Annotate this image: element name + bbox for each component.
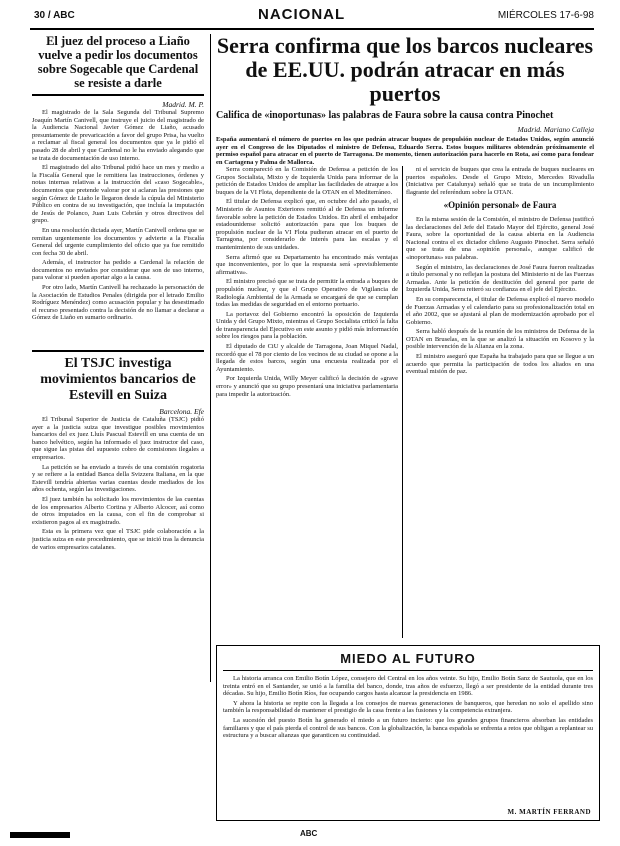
paragraph: Esta es la primera vez que el TSJC pide colaboración a la justicia suiza en este procedimiento, que se inició tras la denuncia de varios empresarios catalanes. <box>32 528 204 551</box>
main-deck: Califica de «inoportunas» las palabras de Faura sobre la causa contra Pinochet <box>216 110 554 121</box>
left-story-1 <box>32 34 204 344</box>
main-byline: Madrid. Mariano Calleja <box>517 125 594 134</box>
miedo-box <box>216 645 600 821</box>
story-byline: Barcelona. Efe <box>159 407 204 416</box>
box-body <box>223 675 593 803</box>
paragraph: Por Izquierda Unida, Willy Meyer calificó la decisión de «grave error» y anunció que su grupo presentará una iniciativa parlamentaria para impedir la autorización. <box>216 375 398 398</box>
story-body <box>32 109 204 349</box>
header-rule <box>30 28 594 30</box>
story-headline: El juez del proceso a Liaño vuelve a pedir los documentos sobre Sogecable que Cardenal se resiste a darle <box>37 34 199 90</box>
main-lead: España aumentará el número de puertos en los que podrán atracar buques de propulsión nuclear de Estados Unidos, según anunció ayer en el Congreso de los Diputados el ministro de Defensa, Eduardo Serra. Estos buques militares obtendrán próximamente el permiso español para atracar en el puerto de Tarragona. De momento, tienen autorización para hacerlo en Rota, así como para fondear en Cartagena y Palma de Mallorca. <box>216 136 594 166</box>
box-title: MIEDO AL FUTURO <box>340 651 476 666</box>
paragraph: En la misma sesión de la Comisión, el ministro de Defensa justificó las declaraciones del Jefe del Estado Mayor del Ejército, general José Faura, sobre la oportunidad de la causa abierta en la Audiencia Nacional contra el ex dictador chileno Augusto Pinochet. Serra señaló que se trata de una «opinión personal», aunque calificó de «inoportunas» sus palabras. <box>406 215 594 261</box>
paragraph: Serra habló después de la reunión de los ministros de Defensa de la OTAN en Bruselas, en la que se analizó la situación en Kosovo y la posible intervención de la Alianza en la zona. <box>406 328 594 351</box>
paragraph: El juez también ha solicitado los movimientos de las cuentas de los empresarios Alberto Cortina y Alberto Alcocer, así como de otros imputados en la causa, con el fin de comprobar si existieron pagos al ex magistrado. <box>32 495 204 526</box>
paragraph: La petición se ha enviado a través de una comisión rogatoria y se refiere a la entidad Banca della Svizzera Italiana, en la que Estevill tendría abiertas varias cuentas desde mediados de los años ochenta, según las investigaciones. <box>32 463 204 494</box>
paragraph: Según el ministro, las declaraciones de José Faura fueron realizadas a título personal y no reflejan la postura del Ministerio ni de las Fuerzas Armadas. Ante la petición de destitución del general por parte de Izquierda Unida, Serra reiteró su confianza en el jefe del Ejército. <box>406 263 594 294</box>
story-body <box>32 416 204 681</box>
paragraph: El Tribunal Superior de Justicia de Cataluña (TSJC) pidió ayer a la justicia suiza que investigue posibles movimientos bancarios del ex juez Lluís Pascual Estevill en una cuenta de un banco helvético, según ha informado el juez instructor del caso, que sigue las pistas del supuesto cobro de comisiones ilegales a empresarios. <box>32 416 204 461</box>
main-col-2 <box>406 166 594 638</box>
box-signature: M. MARTÍN FERRAND <box>507 808 591 816</box>
paragraph: Serra afirmó que su Departamento ha encontrado más ventajas que inconvenientes, por lo que la respuesta será «previsiblemente afirmativa». <box>216 253 398 276</box>
footer-logo: ABC <box>300 829 318 838</box>
main-story <box>216 34 594 182</box>
paragraph: El ministro aseguró que España ha trabajado para que se llegue a un acuerdo que permita la participación de todos los aliados en una eventual misión de paz. <box>406 353 594 376</box>
paragraph: En su comparecencia, el titular de Defensa explicó el nuevo modelo de Fuerzas Armadas y el calendario para su profesionalización total en el año 2002, que se ajustará al plan de modernización aprobado por el Gobierno. <box>406 295 594 326</box>
paragraph: Además, el instructor ha pedido a Cardenal la relación de documentos no enviados por considerar que son de uso interno, para valorar si pueden aportar algo a la causa. <box>32 259 204 282</box>
paragraph: El ministro precisó que se trata de permitir la entrada a buques de propulsión nuclear, y que el Grupo Operativo de Vigilancia de Radiología Ambiental de la Armada se encargará de que se cumplan todas las medidas de seguridad en el entorno portuario. <box>216 278 398 309</box>
paragraph: En una resolución dictada ayer, Martín Canivell ordena que se remitan urgentemente los documentos y advierte a la Fiscalía General del urgente cumplimiento del oficio que ya fue remitido con fecha 30 de abril. <box>32 226 204 257</box>
story-headline: El TSJC investiga movimientos bancarios de Estevill en Suiza <box>40 356 196 403</box>
issue-date: MIÉRCOLES 17-6-98 <box>497 10 594 21</box>
main-headline: Serra confirma que los barcos nucleares de EE.UU. podrán atracar en más puertos <box>216 33 594 106</box>
column-divider <box>210 34 211 682</box>
left-story-2 <box>32 350 204 680</box>
footer-bar <box>10 832 70 838</box>
page-number: 30 / ABC <box>34 10 75 21</box>
section-title: NACIONAL <box>258 6 346 23</box>
subheading: «Opinión personal» de Faura <box>443 200 557 211</box>
paragraph: Por otro lado, Martín Canivell ha rechazado la personación de la Asociación de Estudios Penales (dirigida por el letrado Emilio Rodríguez Menéndez) como acusación popular y ha desestimado el recurso presentado contra la decisión de no llamar a declarar a Gómez de Liaño en sumario ordinario. <box>32 284 204 322</box>
paragraph: Serra compareció en la Comisión de Defensa a petición de los Grupos Socialista, Mixto y de Izquierda Unida para informar de la petición de Estados Unidos de ampliar las facilidades de atraque a los buques de la VI Flota, dependiente de la OTAN en el Mediterráneo. <box>216 166 398 196</box>
story-byline: Madrid. M. P. <box>162 100 204 109</box>
paragraph: ni el servicio de buques que crea la entrada de buques nucleares en puertos españoles. Desde el Grupo Mixto, Mercedes Rivadulla (Iniciativa per Catalunya) señaló que se trata de un incumplimiento flagrante del referéndum sobre la OTAN. <box>406 166 594 196</box>
paragraph: La historia arranca con Emilio Botín López, consejero del Central en los años veinte. Su hijo, Emilio Botín Sanz de Sautuola, que en los treinta entró en el Santander, se unió a la familia del banco, donde, tras años de esfuerzo, llegó a ser presidente de la entidad durante tres décadas. Su hijo, Emilio Botín Ríos, fue ocupando cargos hasta alcanzar la presidencia en 1986. <box>223 675 593 698</box>
paragraph: La portavoz del Gobierno encontró la oposición de Izquierda Unida y del Grupo Mixto, mientras el Grupo Socialista criticó la falta de transparencia del Ejecutivo en este asunto y pidió más información sobre los riesgos para la población. <box>216 310 398 341</box>
paragraph: El titular de Defensa explicó que, en octubre del año pasado, el Ministerio de Asuntos Exteriores remitió al de Defensa un informe favorable sobre la petición de Estados Unidos. En abril el embajador estadounidense solicitó autorización para que los buques de propulsión nuclear de la VI Flota pudieran atracar en el puerto de Tarragona, por considerarlo de interés para las escalas y el mantenimiento de sus unidades. <box>216 198 398 251</box>
main-col-1 <box>216 166 398 638</box>
section-rule <box>32 350 204 352</box>
column-divider <box>402 166 403 638</box>
paragraph: El diputado de CiU y alcalde de Tarragona, Joan Miquel Nadal, recordó que el 78 por ciento de los vecinos de su ciudad se opone a la llegada de estos barcos, según una encuesta realizada por el Ayuntamiento. <box>216 343 398 373</box>
paragraph: La sucesión del puesto Botín ha generado el miedo a un futuro incierto: que los grandes grupos financieros absorban las entidades familiares y que el país pierda el control de sus bancos. Con la globalización, la banca española se enfrenta a retos que obligan a replantear su estructura y a buscar alianzas que garanticen su continuidad. <box>223 716 593 740</box>
paragraph: El magistrado de la Sala Segunda del Tribunal Supremo Joaquín Martín Canivell, que instruye el juicio del magistrado de la Audiencia Nacional Javier Gómez de Liaño, acusado presuntamente de prevaricación a favor del grupo Prisa, ha vuelto a reclamar al fiscal general los documentos que ya le pidió el pasado 28 de abril y que Cardenal no le ha enviado alegando que se trata de documentación de uso interno. <box>32 109 204 162</box>
page-header <box>0 6 620 28</box>
box-header <box>223 650 593 671</box>
paragraph: El magistrado del alto Tribunal pidió hace un mes y medio a la Fiscalía General que le remitiera las instrucciones, órdenes y notas internas relativas a la instrucción del «caso Sogecable», documentos que pretende valorar por si aclaran las presiones que según Gómez de Liaño le llegaron desde la cúpula del Ministerio Público en contra de su investigación, que incluía la imputación de Jesús de Polanco, Juan Luis Cebrián y otros directivos del grupo. <box>32 164 204 225</box>
paragraph: Y ahora la historia se repite con la llegada a los consejos de nuevas generaciones de banqueros, que heredan no solo el apellido sino también la responsabilidad de mantener el prestigio de la casa frente a las fusiones y la competencia extranjera. <box>223 699 593 715</box>
headline-rule <box>32 94 204 96</box>
